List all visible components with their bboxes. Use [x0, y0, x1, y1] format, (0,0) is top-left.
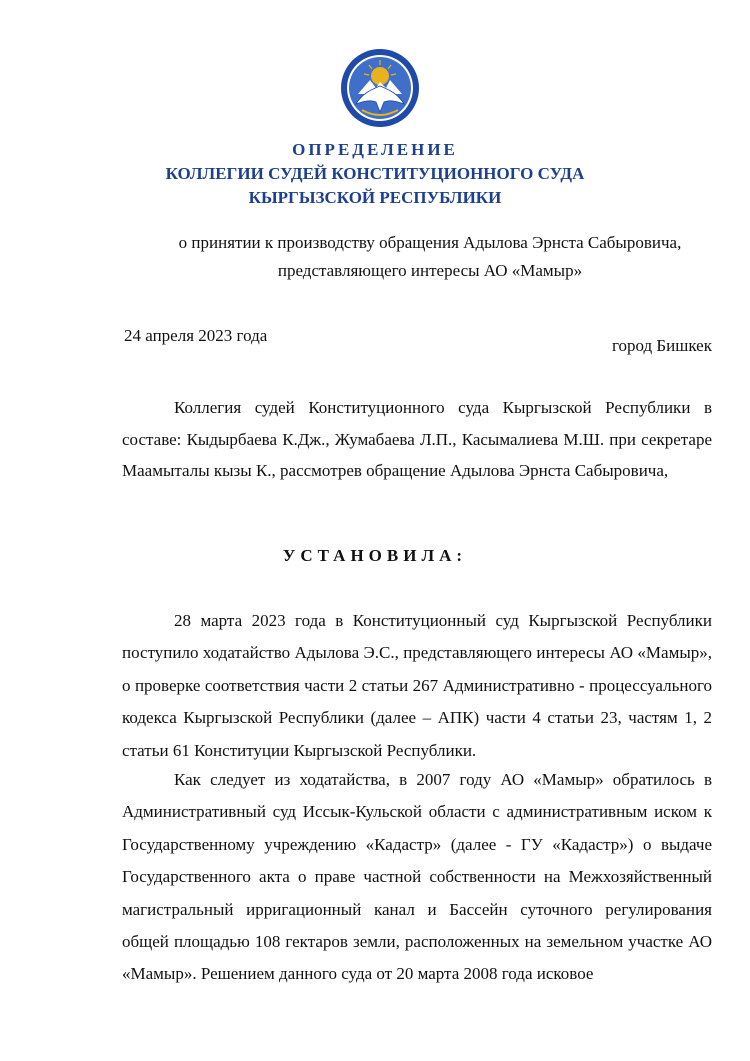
issuer-title-line1: КОЛЛЕГИИ СУДЕЙ КОНСТИТУЦИОННОГО СУДА — [165, 164, 585, 183]
issuer-title-line2: КЫРГЫЗСКОЙ РЕСПУБЛИКИ — [248, 188, 502, 207]
state-emblem-icon — [340, 48, 420, 128]
document-date: 24 апреля 2023 года — [124, 326, 268, 345]
document-type-title: ОПРЕДЕЛЕНИЕ — [292, 140, 458, 159]
intro-paragraph: Коллегия судей Конституционного суда Кыргызской Республики в составе: Кыдырбаева К.Дж., Жумабаева Л.П., Касымалиева М.Ш. при секретаре Маамыталы кызы К., рассмотрев обращение Адылова Эрнста Сабыровича, — [122, 398, 712, 480]
section-title: УСТАНОВИЛА: — [282, 546, 468, 565]
document-city: город Бишкек — [611, 336, 712, 355]
subject-line2: представляющего интересы АО «Мамыр» — [277, 261, 583, 280]
body-paragraph-1: 28 марта 2023 года в Конституционный суд Кыргызской Республики поступило ходатайство Адылова Э.С., представляющего интересы АО «Мамыр», о проверке соответствия части 2 статьи 267 Административно - процессуального кодекса Кыргызской Республики (далее – АПК) части 4 статьи 23, частям 1, 2 статьи 61 Конституции Кыргызской Республики. — [122, 611, 712, 760]
subject-line1: о принятии к производству обращения Адылова Эрнста Сабыровича, — [178, 233, 682, 252]
body-paragraph-2: Как следует из ходатайства, в 2007 году АО «Мамыр» обратилось в Административный суд Иссык-Кульской области с административным иском к Государственному учреждению «Кадастр» (далее - ГУ «Кадастр») о выдаче Государственного акта о праве частной собственности на Межхозяйственный магистральный ирригационный канал и Бассейн суточного регулирования общей площадью 108 гектаров земли, расположенных на земельном участке АО «Мамыр». Решением данного суда от 20 марта 2008 года исковое — [122, 770, 712, 984]
